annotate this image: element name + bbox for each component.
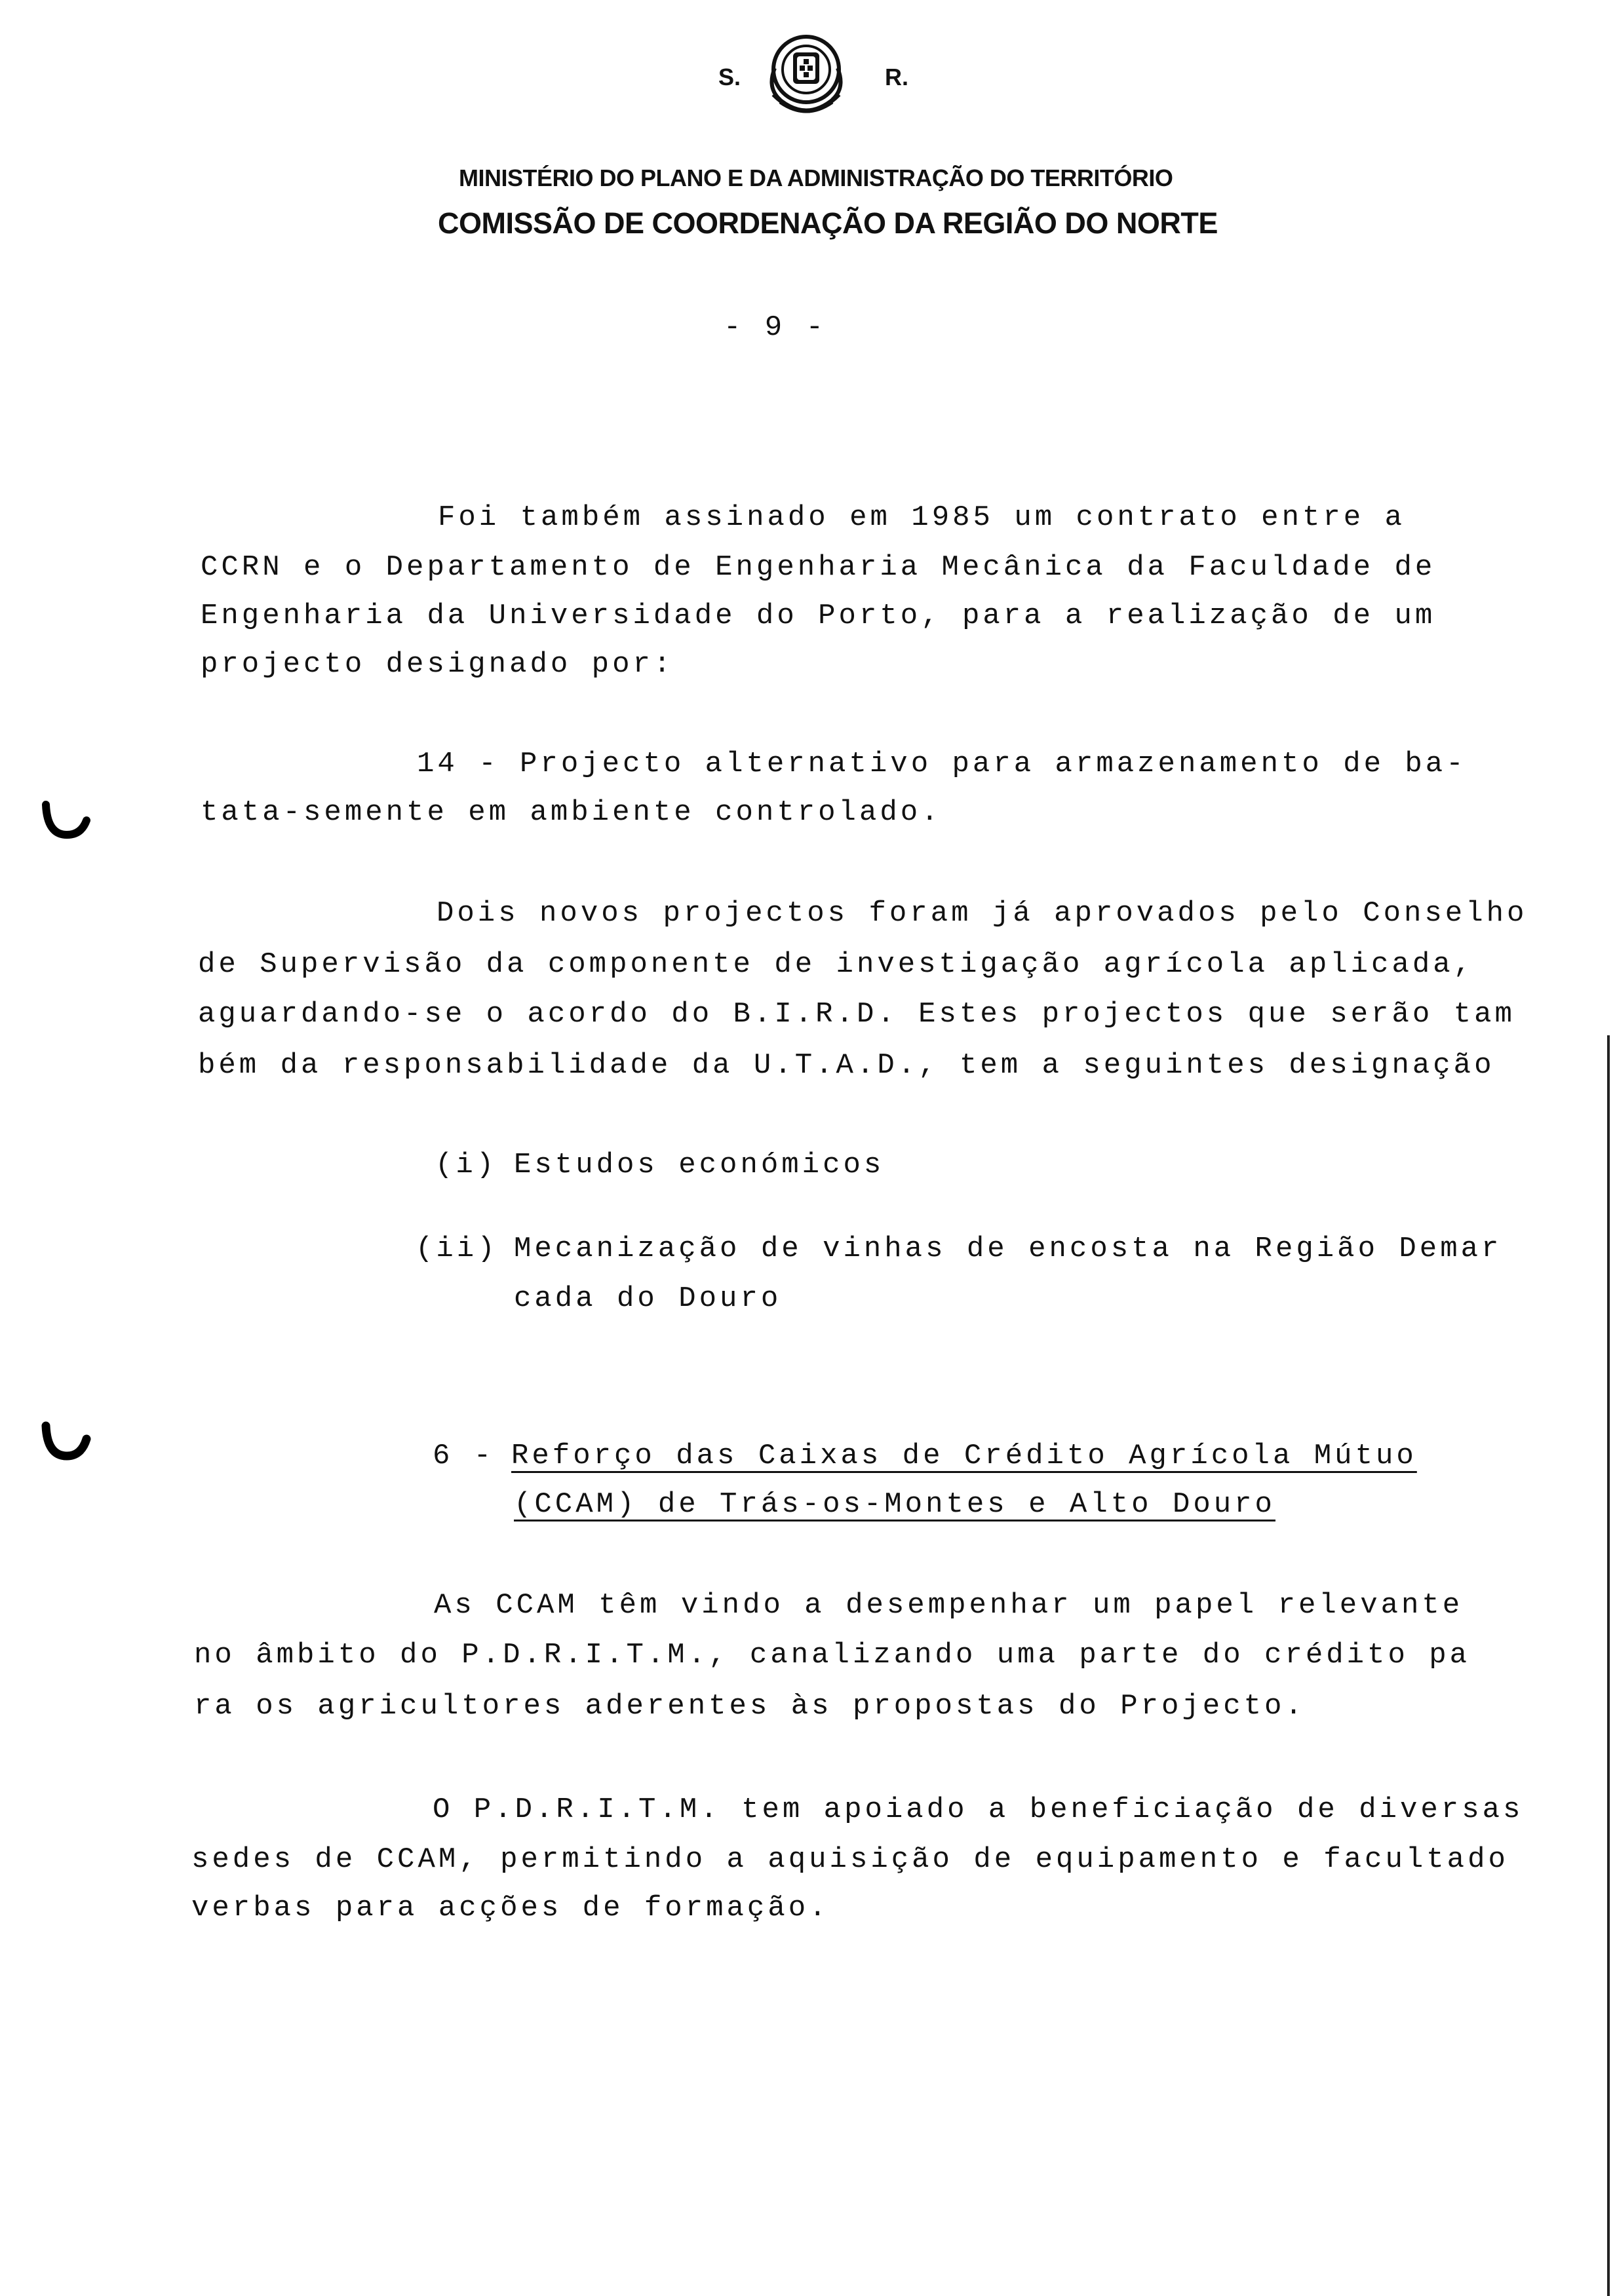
list-item-ii-marker: (ii): [416, 1233, 498, 1265]
letterhead-left-initial: S.: [718, 64, 741, 90]
paragraph-3-line-3: ra os agricultores aderentes às propostas do Projecto.: [194, 1690, 1306, 1723]
section-6-number: 6 -: [433, 1440, 495, 1472]
item-14-line-2: tata-semente em ambiente controlado.: [201, 796, 942, 829]
paragraph-1-line-2: CCRN e o Departamento de Engenharia Mecânica da Faculdade de: [201, 551, 1436, 584]
paragraph-1-line-4: projecto designado por:: [201, 648, 674, 681]
paragraph-2-line-2: de Supervisão da componente de investigação agrícola aplicada,: [198, 948, 1475, 981]
scan-edge-line: [1607, 1035, 1610, 2296]
coat-of-arms-emblem: [760, 29, 852, 127]
commission-name: COMISSÃO DE COORDENAÇÃO DA REGIÃO DO NORTE: [438, 206, 1218, 240]
paragraph-1-line-1: Foi também assinado em 1985 um contrato entre a: [438, 501, 1406, 534]
paragraph-2-line-1: Dois novos projectos foram já aprovados pelo Conselho: [437, 897, 1528, 930]
letterhead-right-initial: R.: [885, 64, 908, 90]
ministry-name: MINISTÉRIO DO PLANO E DA ADMINISTRAÇÃO DO TERRITÓRIO: [459, 164, 1173, 191]
list-item-ii-line-2: cada do Douro: [514, 1282, 782, 1315]
list-item-i-marker: (i): [435, 1149, 497, 1181]
page-number: - 9 -: [724, 311, 827, 344]
paragraph-2-line-3: aguardando-se o acordo do B.I.R.D. Estes projectos que serão tam: [198, 998, 1515, 1031]
punch-hole-mark-top: [41, 798, 93, 844]
paragraph-4-line-1: O P.D.R.I.T.M. tem apoiado a beneficiação de diversas: [433, 1793, 1524, 1826]
paragraph-3-line-1: As CCAM têm vindo a desempenhar um papel relevante: [434, 1589, 1464, 1622]
list-item-i-text: Estudos económicos: [514, 1149, 885, 1181]
item-14-line-1: 14 - Projecto alternativo para armazenamento de ba-: [417, 748, 1467, 780]
punch-hole-mark-bottom: [41, 1419, 93, 1465]
paragraph-3-line-2: no âmbito do P.D.R.I.T.M., canalizando uma parte do crédito pa: [194, 1639, 1471, 1672]
list-item-ii-line-1: Mecanização de vinhas de encosta na Região Demar: [514, 1233, 1502, 1265]
paragraph-4-line-3: verbas para acções de formação.: [191, 1892, 830, 1924]
paragraph-1-line-3: Engenharia da Universidade do Porto, para a realização de um: [201, 600, 1436, 632]
section-6-title-line-1: Reforço das Caixas de Crédito Agrícola Mútuo: [511, 1440, 1417, 1472]
paragraph-4-line-2: sedes de CCAM, permitindo a aquisição de equipamento e facultado: [191, 1843, 1509, 1876]
paragraph-2-line-4: bém da responsabilidade da U.T.A.D., tem a seguintes designação: [198, 1049, 1495, 1082]
section-6-title-line-2: (CCAM) de Trás-os-Montes e Alto Douro: [514, 1488, 1275, 1521]
